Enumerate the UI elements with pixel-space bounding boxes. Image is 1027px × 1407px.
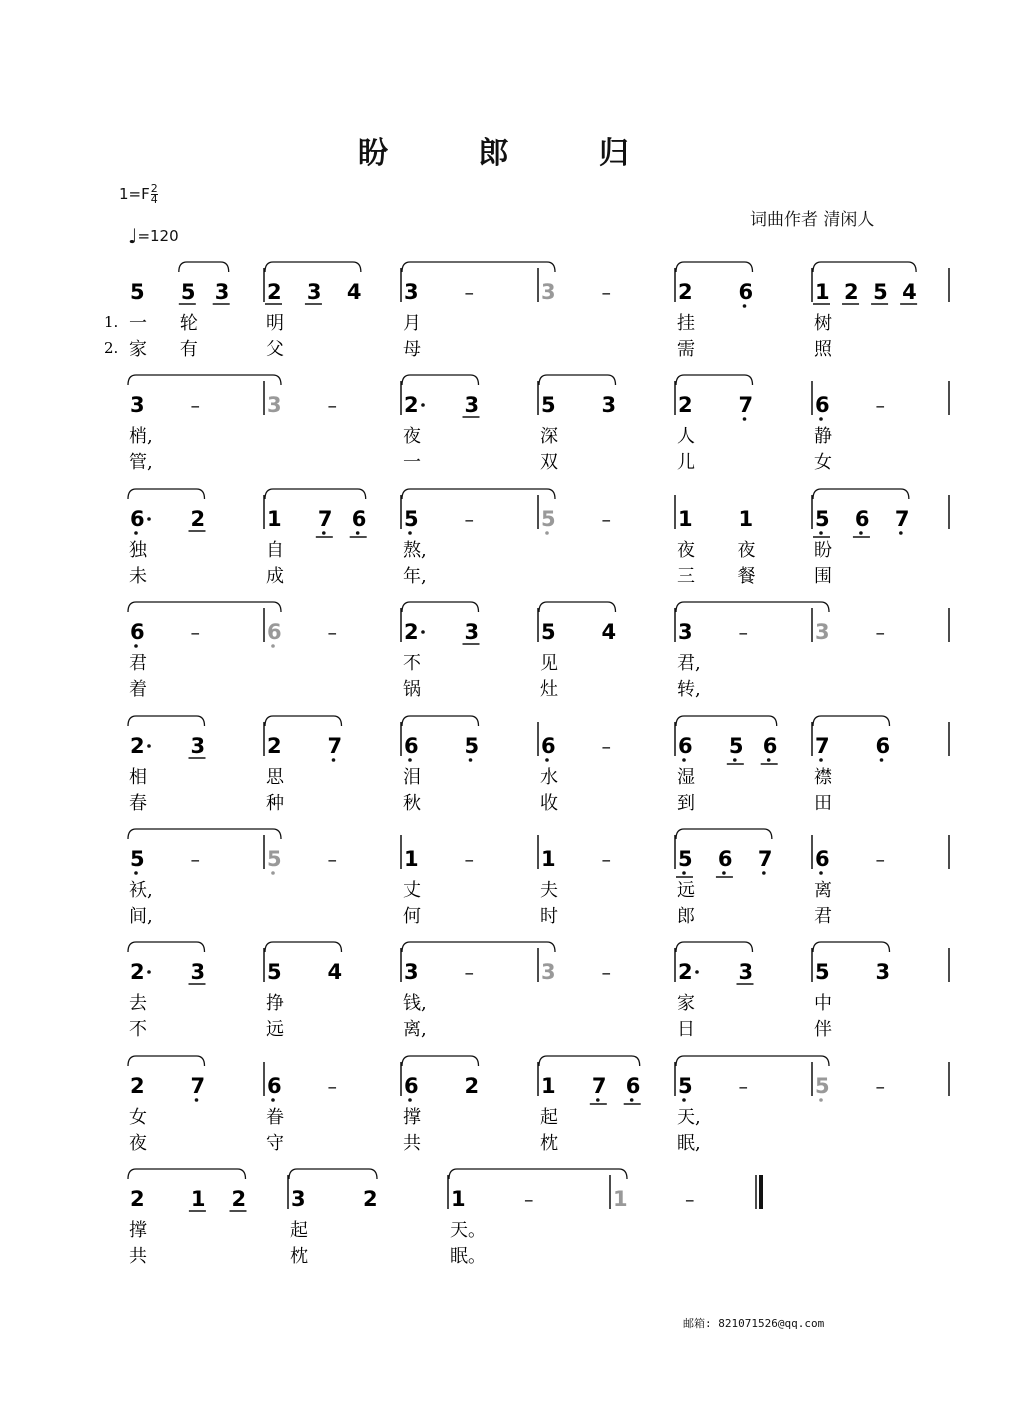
- sustain-dash: –: [875, 622, 885, 644]
- song-title: 盼 郎 归: [358, 136, 669, 171]
- time-denominator: 4: [150, 193, 158, 206]
- jianpu-note: 3: [130, 393, 145, 417]
- lyric-syllable: 伴: [814, 1019, 832, 1040]
- lyric-syllable: 眠,: [677, 1133, 701, 1154]
- lyric-syllable: 有: [179, 339, 198, 360]
- jianpu-note: 2: [267, 734, 282, 758]
- jianpu-note: 3: [306, 280, 322, 304]
- jianpu-note: 2: [190, 507, 206, 531]
- slur: [128, 716, 205, 726]
- lyric-syllable: 间,: [129, 906, 153, 927]
- low-octave-dot: [134, 871, 138, 875]
- jianpu-note: 2: [404, 620, 419, 644]
- slur: [813, 489, 909, 499]
- slur: [676, 829, 772, 839]
- low-octave-dot: [596, 1098, 600, 1102]
- lyric-syllable: 春: [129, 793, 147, 814]
- sustain-dash: –: [327, 1076, 337, 1098]
- tempo-value: =120: [137, 227, 179, 245]
- slur: [813, 942, 890, 952]
- verse-number: 1.: [104, 313, 119, 331]
- jianpu-note: 2: [130, 734, 145, 758]
- jianpu-note: 6: [130, 507, 145, 531]
- low-octave-dot: [743, 304, 747, 308]
- slur: [402, 375, 479, 385]
- lyric-syllable: 天,: [677, 1107, 701, 1128]
- slur: [402, 489, 555, 499]
- lyric-syllable: 未: [129, 566, 147, 587]
- low-octave-dot: [408, 1098, 412, 1102]
- jianpu-note: 5: [464, 734, 480, 758]
- lyric-syllable: 天。: [450, 1220, 486, 1241]
- sustain-dash: –: [601, 849, 611, 871]
- key-label: 1=F: [119, 185, 150, 203]
- slur: [128, 602, 281, 612]
- lyric-syllable: 盼: [814, 540, 832, 561]
- jianpu-note: 6: [625, 1074, 641, 1098]
- jianpu-note: 2: [130, 1187, 145, 1211]
- jianpu-note: 5: [267, 960, 282, 984]
- contact-email: 邮箱: 821071526@qq.com: [683, 1317, 825, 1330]
- slur: [402, 602, 479, 612]
- lyric-syllable: 到: [677, 793, 695, 814]
- lyric-syllable: 家: [129, 339, 147, 360]
- lyric-syllable: 夜: [129, 1133, 147, 1154]
- jianpu-note: 7: [894, 507, 910, 531]
- sustain-dash: –: [875, 849, 885, 871]
- slur: [813, 716, 890, 726]
- lyric-syllable: 成: [266, 566, 284, 587]
- lyric-syllable: 照: [814, 339, 832, 360]
- jianpu-note: 3: [541, 960, 556, 984]
- low-octave-dot: [819, 1098, 823, 1102]
- low-octave-dot: [819, 531, 823, 535]
- low-octave-dot: [332, 758, 336, 762]
- slur: [265, 942, 342, 952]
- slur: [676, 716, 777, 726]
- slur: [289, 1169, 377, 1179]
- lyric-syllable: 思: [266, 767, 284, 788]
- slur: [265, 716, 342, 726]
- sustain-dash: –: [601, 282, 611, 304]
- lyric-syllable: 独: [129, 540, 147, 561]
- lyric-syllable: 熬,: [403, 540, 427, 561]
- lyric-syllable: 中: [814, 993, 832, 1014]
- sustain-dash: –: [464, 962, 474, 984]
- jianpu-note: 2: [130, 1074, 145, 1098]
- lyric-syllable: 挂: [677, 313, 695, 334]
- jianpu-note: 1: [541, 847, 556, 871]
- lyric-syllable: 家: [677, 993, 695, 1014]
- sustain-dash: –: [464, 849, 474, 871]
- lyric-syllable: 轮: [179, 313, 198, 334]
- low-octave-dot: [722, 871, 726, 875]
- low-octave-dot: [682, 1098, 686, 1102]
- jianpu-note: 6: [815, 847, 830, 871]
- jianpu-note: 7: [327, 734, 343, 758]
- jianpu-note: 3: [214, 280, 230, 304]
- lyric-syllable: 夜: [677, 540, 695, 561]
- lyric-syllable: 夫: [540, 880, 558, 901]
- jianpu-note: 3: [678, 620, 693, 644]
- lyric-syllable: 种: [266, 793, 284, 814]
- slur: [402, 1056, 479, 1066]
- jianpu-note: 3: [190, 960, 206, 984]
- jianpu-note: 3: [291, 1187, 306, 1211]
- jianpu-note: 5: [180, 280, 196, 304]
- low-octave-dot: [762, 871, 766, 875]
- jianpu-note: 3: [601, 393, 617, 417]
- sustain-dash: –: [190, 849, 200, 871]
- low-octave-dot: [134, 644, 138, 648]
- jianpu-note: 6: [875, 734, 891, 758]
- low-octave-dot: [271, 871, 275, 875]
- lyric-syllable: 锅: [403, 679, 421, 700]
- slur: [402, 262, 555, 272]
- lyric-syllable: 管,: [129, 452, 153, 473]
- jianpu-note: 1: [190, 1187, 206, 1211]
- sustain-dash: –: [875, 1076, 885, 1098]
- jianpu-note: 7: [757, 847, 773, 871]
- lyric-syllable: 围: [814, 566, 832, 587]
- sustain-dash: –: [190, 395, 200, 417]
- jianpu-note: 2: [678, 393, 693, 417]
- jianpu-note: 6: [267, 1074, 282, 1098]
- lyric-syllable: 撑: [129, 1220, 147, 1241]
- slur: [402, 716, 479, 726]
- lyric-syllable: 餐: [737, 566, 756, 587]
- verse-number: 2.: [104, 339, 119, 357]
- lyric-syllable: 转,: [677, 679, 701, 700]
- sustain-dash: –: [464, 282, 474, 304]
- jianpu-note: 2: [267, 280, 282, 304]
- jianpu-note: 5: [728, 734, 744, 758]
- jianpu-note: 3: [267, 393, 282, 417]
- jianpu-note: 5: [873, 280, 888, 304]
- jianpu-note: 3: [404, 960, 419, 984]
- jianpu-note: 5: [541, 393, 556, 417]
- low-octave-dot: [408, 531, 412, 535]
- lyric-syllable: 静: [814, 426, 832, 447]
- low-octave-dot: [322, 531, 326, 535]
- lyric-syllable: 君: [814, 906, 832, 927]
- jianpu-note: 3: [190, 734, 206, 758]
- jianpu-note: 4: [346, 280, 362, 304]
- jianpu-note: 7: [190, 1074, 206, 1098]
- augmentation-dot: [147, 970, 151, 974]
- jianpu-note: 6: [815, 393, 830, 417]
- lyric-syllable: 守: [266, 1133, 284, 1154]
- low-octave-dot: [356, 531, 360, 535]
- jianpu-note: 6: [267, 620, 282, 644]
- jianpu-note: 2: [678, 960, 693, 984]
- jianpu-note: 3: [541, 280, 556, 304]
- jianpu-note: 5: [541, 620, 556, 644]
- sustain-dash: –: [875, 395, 885, 417]
- jianpu-note: 2: [678, 280, 693, 304]
- lyric-syllable: 秋: [403, 793, 421, 814]
- augmentation-dot: [421, 403, 425, 407]
- lyric-syllable: 远: [677, 880, 695, 901]
- low-octave-dot: [545, 758, 549, 762]
- jianpu-note: 6: [678, 734, 693, 758]
- lyric-syllable: 双: [540, 452, 558, 473]
- jianpu-note: 3: [875, 960, 891, 984]
- jianpu-note: 1: [678, 507, 693, 531]
- slur: [128, 942, 205, 952]
- lyric-syllable: 君,: [677, 653, 701, 674]
- sustain-dash: –: [685, 1189, 695, 1211]
- low-octave-dot: [880, 758, 884, 762]
- augmentation-dot: [695, 970, 699, 974]
- jianpu-note: 1: [451, 1187, 466, 1211]
- lyric-syllable: 儿: [677, 452, 695, 473]
- low-octave-dot: [408, 758, 412, 762]
- lyric-syllable: 深: [540, 426, 558, 447]
- jianpu-note: 7: [317, 507, 333, 531]
- slur: [539, 602, 616, 612]
- slur: [128, 375, 281, 385]
- lyric-syllable: 袄,: [129, 880, 153, 901]
- lyric-syllable: 远: [266, 1019, 284, 1040]
- low-octave-dot: [545, 531, 549, 535]
- lyric-syllable: 共: [129, 1246, 147, 1267]
- sustain-dash: –: [738, 622, 748, 644]
- lyric-syllable: 襟: [814, 767, 832, 788]
- augmentation-dot: [147, 744, 151, 748]
- jianpu-note: 1: [541, 1074, 556, 1098]
- jianpu-note: 5: [678, 847, 693, 871]
- lyric-syllable: 需: [677, 339, 695, 360]
- lyric-syllable: 水: [540, 767, 558, 788]
- slur: [265, 489, 366, 499]
- lyric-syllable: 夜: [403, 426, 421, 447]
- lyric-syllable: 一: [403, 452, 421, 473]
- lyric-syllable: 田: [814, 793, 832, 814]
- sustain-dash: –: [327, 622, 337, 644]
- lyric-syllable: 起: [290, 1220, 308, 1241]
- low-octave-dot: [743, 417, 747, 421]
- lyric-syllable: 时: [540, 906, 558, 927]
- jianpu-note: 1: [738, 507, 754, 531]
- low-octave-dot: [819, 417, 823, 421]
- jianpu-note: 6: [404, 734, 419, 758]
- slur: [676, 602, 829, 612]
- lyric-syllable: 枕: [540, 1133, 558, 1154]
- lyric-syllable: 三: [677, 566, 695, 587]
- lyric-syllable: 收: [540, 793, 558, 814]
- lyric-syllable: 灶: [540, 679, 558, 700]
- lyric-syllable: 郎: [677, 906, 695, 927]
- sustain-dash: –: [327, 849, 337, 871]
- jianpu-note: 4: [601, 620, 617, 644]
- slur: [128, 829, 281, 839]
- jianpu-note: 6: [717, 847, 733, 871]
- sustain-dash: –: [464, 509, 474, 531]
- jianpu-note: 5: [541, 507, 556, 531]
- jianpu-note: 2: [130, 960, 145, 984]
- slur: [813, 262, 916, 272]
- lyric-syllable: 起: [540, 1107, 558, 1128]
- low-octave-dot: [469, 758, 473, 762]
- sustain-dash: –: [601, 509, 611, 531]
- lyric-syllable: 着: [129, 679, 147, 700]
- jianpu-note: 1: [815, 280, 830, 304]
- lyric-syllable: 见: [540, 653, 558, 674]
- jianpu-note: 5: [678, 1074, 693, 1098]
- sustain-dash: –: [524, 1189, 534, 1211]
- jianpu-note: 6: [541, 734, 556, 758]
- jianpu-note: 5: [815, 1074, 830, 1098]
- lyric-syllable: 女: [129, 1107, 147, 1128]
- lyric-syllable: 钱,: [403, 993, 427, 1014]
- jianpu-note: 6: [404, 1074, 419, 1098]
- lyric-syllable: 年,: [403, 566, 427, 587]
- jianpu-note: 5: [267, 847, 282, 871]
- jianpu-note: 7: [591, 1074, 607, 1098]
- slur: [265, 262, 361, 272]
- lyric-syllable: 去: [129, 993, 147, 1014]
- lyric-syllable: 夜: [737, 540, 756, 561]
- slur: [676, 1056, 829, 1066]
- slur: [676, 375, 753, 385]
- jianpu-note: 5: [130, 847, 145, 871]
- augmentation-dot: [147, 517, 151, 521]
- jianpu-note: 2: [844, 280, 859, 304]
- jianpu-note: 5: [404, 507, 419, 531]
- lyric-syllable: 湿: [677, 767, 695, 788]
- lyric-syllable: 一: [129, 313, 147, 334]
- lyric-syllable: 离: [814, 880, 832, 901]
- lyric-syllable: 女: [814, 452, 832, 473]
- slur: [676, 942, 753, 952]
- jianpu-note: 2: [464, 1074, 480, 1098]
- jianpu-note: 2: [404, 393, 419, 417]
- jianpu-note: 1: [613, 1187, 628, 1211]
- lyric-syllable: 枕: [290, 1246, 308, 1267]
- lyric-syllable: 离,: [403, 1019, 427, 1040]
- jianpu-note: 4: [902, 280, 917, 304]
- slur: [539, 1056, 640, 1066]
- low-octave-dot: [899, 531, 903, 535]
- jianpu-note: 5: [130, 280, 145, 304]
- jianpu-note: 1: [404, 847, 419, 871]
- slur: [449, 1169, 627, 1179]
- lyric-syllable: 挣: [266, 993, 284, 1014]
- lyric-syllable: 月: [403, 313, 421, 334]
- lyric-syllable: 不: [129, 1019, 147, 1040]
- jianpu-note: 1: [267, 507, 282, 531]
- slur: [676, 262, 753, 272]
- low-octave-dot: [271, 1098, 275, 1102]
- sustain-dash: –: [327, 395, 337, 417]
- lyric-syllable: 何: [403, 906, 421, 927]
- jianpu-note: 3: [404, 280, 419, 304]
- jianpu-note: 7: [815, 734, 830, 758]
- lyric-syllable: 共: [403, 1133, 421, 1154]
- lyric-syllable: 父: [266, 339, 284, 360]
- low-octave-dot: [195, 1098, 199, 1102]
- quarter-note-icon: ♩: [128, 224, 138, 248]
- jianpu-note: 6: [130, 620, 145, 644]
- low-octave-dot: [819, 871, 823, 875]
- lyric-syllable: 自: [266, 540, 284, 561]
- low-octave-dot: [682, 758, 686, 762]
- low-octave-dot: [859, 531, 863, 535]
- low-octave-dot: [271, 644, 275, 648]
- jianpu-note: 6: [738, 280, 754, 304]
- sustain-dash: –: [190, 622, 200, 644]
- jianpu-note: 5: [815, 960, 830, 984]
- author-credit: 词曲作者 清闲人: [750, 210, 875, 230]
- lyric-syllable: 丈: [403, 880, 421, 901]
- low-octave-dot: [682, 871, 686, 875]
- time-numerator: 2: [150, 182, 158, 195]
- slur: [179, 262, 229, 272]
- jianpu-note: 6: [854, 507, 870, 531]
- jianpu-note: 3: [738, 960, 754, 984]
- lyric-syllable: 泪: [403, 767, 421, 788]
- lyric-syllable: 明: [266, 313, 284, 334]
- lyric-syllable: 母: [403, 339, 421, 360]
- jianpu-note: 3: [815, 620, 830, 644]
- lyric-syllable: 梢,: [129, 426, 153, 447]
- slur: [128, 1169, 246, 1179]
- jianpu-note: 3: [464, 393, 480, 417]
- jianpu-note: 4: [327, 960, 343, 984]
- jianpu-note: 5: [815, 507, 830, 531]
- jianpu-note: 6: [762, 734, 778, 758]
- sustain-dash: –: [601, 962, 611, 984]
- lyric-syllable: 撑: [403, 1107, 421, 1128]
- sustain-dash: –: [738, 1076, 748, 1098]
- jianpu-note: 2: [363, 1187, 378, 1211]
- slur: [539, 375, 616, 385]
- lyric-syllable: 眠。: [450, 1246, 486, 1267]
- lyric-syllable: 树: [814, 313, 832, 334]
- augmentation-dot: [421, 630, 425, 634]
- lyric-syllable: 不: [403, 653, 421, 674]
- lyric-syllable: 相: [129, 767, 147, 788]
- low-octave-dot: [733, 758, 737, 762]
- low-octave-dot: [819, 758, 823, 762]
- jianpu-note: 2: [231, 1187, 247, 1211]
- lyric-syllable: 日: [677, 1019, 695, 1040]
- lyric-syllable: 眷: [266, 1107, 284, 1128]
- sustain-dash: –: [601, 736, 611, 758]
- slur: [402, 942, 555, 952]
- slur: [128, 489, 205, 499]
- jianpu-note: 7: [738, 393, 754, 417]
- slur: [128, 1056, 205, 1066]
- low-octave-dot: [767, 758, 771, 762]
- jianpu-note: 6: [351, 507, 367, 531]
- lyric-syllable: 君: [129, 653, 147, 674]
- low-octave-dot: [134, 531, 138, 535]
- lyric-syllable: 人: [677, 426, 695, 447]
- jianpu-note: 3: [464, 620, 480, 644]
- low-octave-dot: [630, 1098, 634, 1102]
